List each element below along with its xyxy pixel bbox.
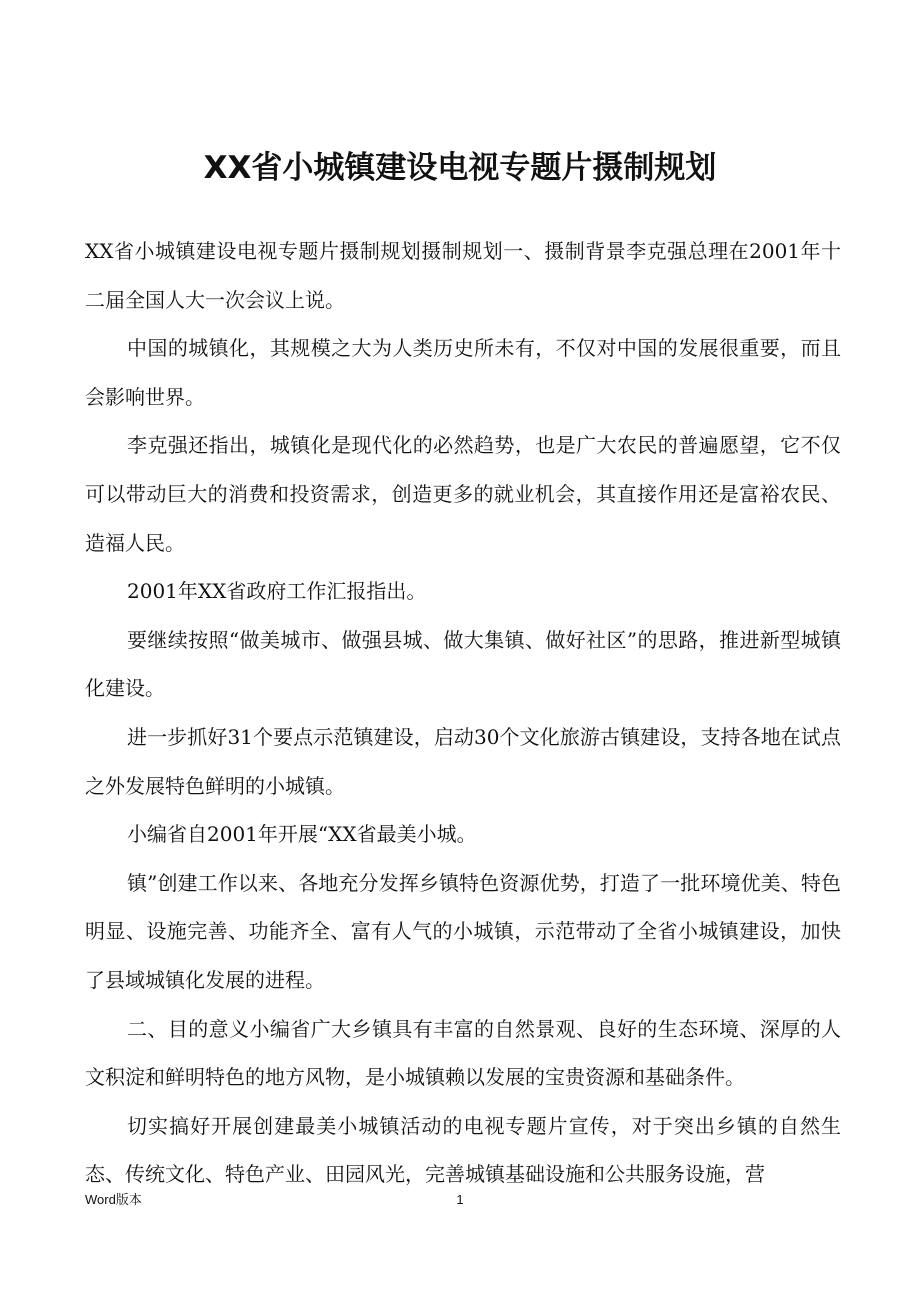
paragraph: 小编省自2001年开展“XX省最美小城。	[127, 822, 477, 847]
paragraph: 要继续按照“做美城市、做强县城、做大集镇、做好社区”的思路，推进新型城镇化建设。	[85, 627, 841, 701]
footer-label: Word版本	[85, 1192, 142, 1207]
paragraph: 中国的城镇化，其规模之大为人类历史所未有，不仅对中国的发展很重要，而且会影响世界。	[85, 336, 841, 409]
paragraph: 二、目的意义小编省广大乡镇具有丰富的自然景观、良好的生态环境、深厚的人文积淀和鲜明特色的地方风物，是小城镇赖以发展的宝贵资源和基础条件。	[85, 1016, 841, 1090]
paragraph: 进一步抓好31个要点示范镇建设，启动30个文化旅游古镇建设，支持各地在试点之外发展特色鲜明的小城镇。	[85, 724, 841, 798]
paragraph: 2001年XX省政府工作汇报指出。	[127, 579, 427, 604]
paragraph: 镇”创建工作以来、各地充分发挥乡镇特色资源优势，打造了一批环境优美、特色明显、设施完善、功能齐全、富有人气的小城镇，示范带动了全省小城镇建设，加快了县域城镇化发展的进程。	[85, 870, 841, 992]
document-title: XX省小城镇建设电视专题片摄制规划	[203, 150, 717, 186]
paragraph: 李克强还指出，城镇化是现代化的必然趋势，也是广大农民的普遍愿望，它不仅可以带动巨大的消费和投资需求，创造更多的就业机会，其直接作用还是富裕农民、造福人民。	[85, 433, 841, 555]
paragraph: XX省小城镇建设电视专题片摄制规划摄制规划一、摄制背景李克强总理在2001年十二届全国人大一次会议上说。	[85, 239, 841, 312]
paragraph: 切实搞好开展创建最美小城镇活动的电视专题片宣传，对于突出乡镇的自然生态、传统文化、特色产业、田园风光，完善城镇基础设施和公共服务设施，营	[85, 1113, 841, 1187]
document-body	[85, 227, 841, 1199]
page-number: 1	[456, 1192, 464, 1207]
